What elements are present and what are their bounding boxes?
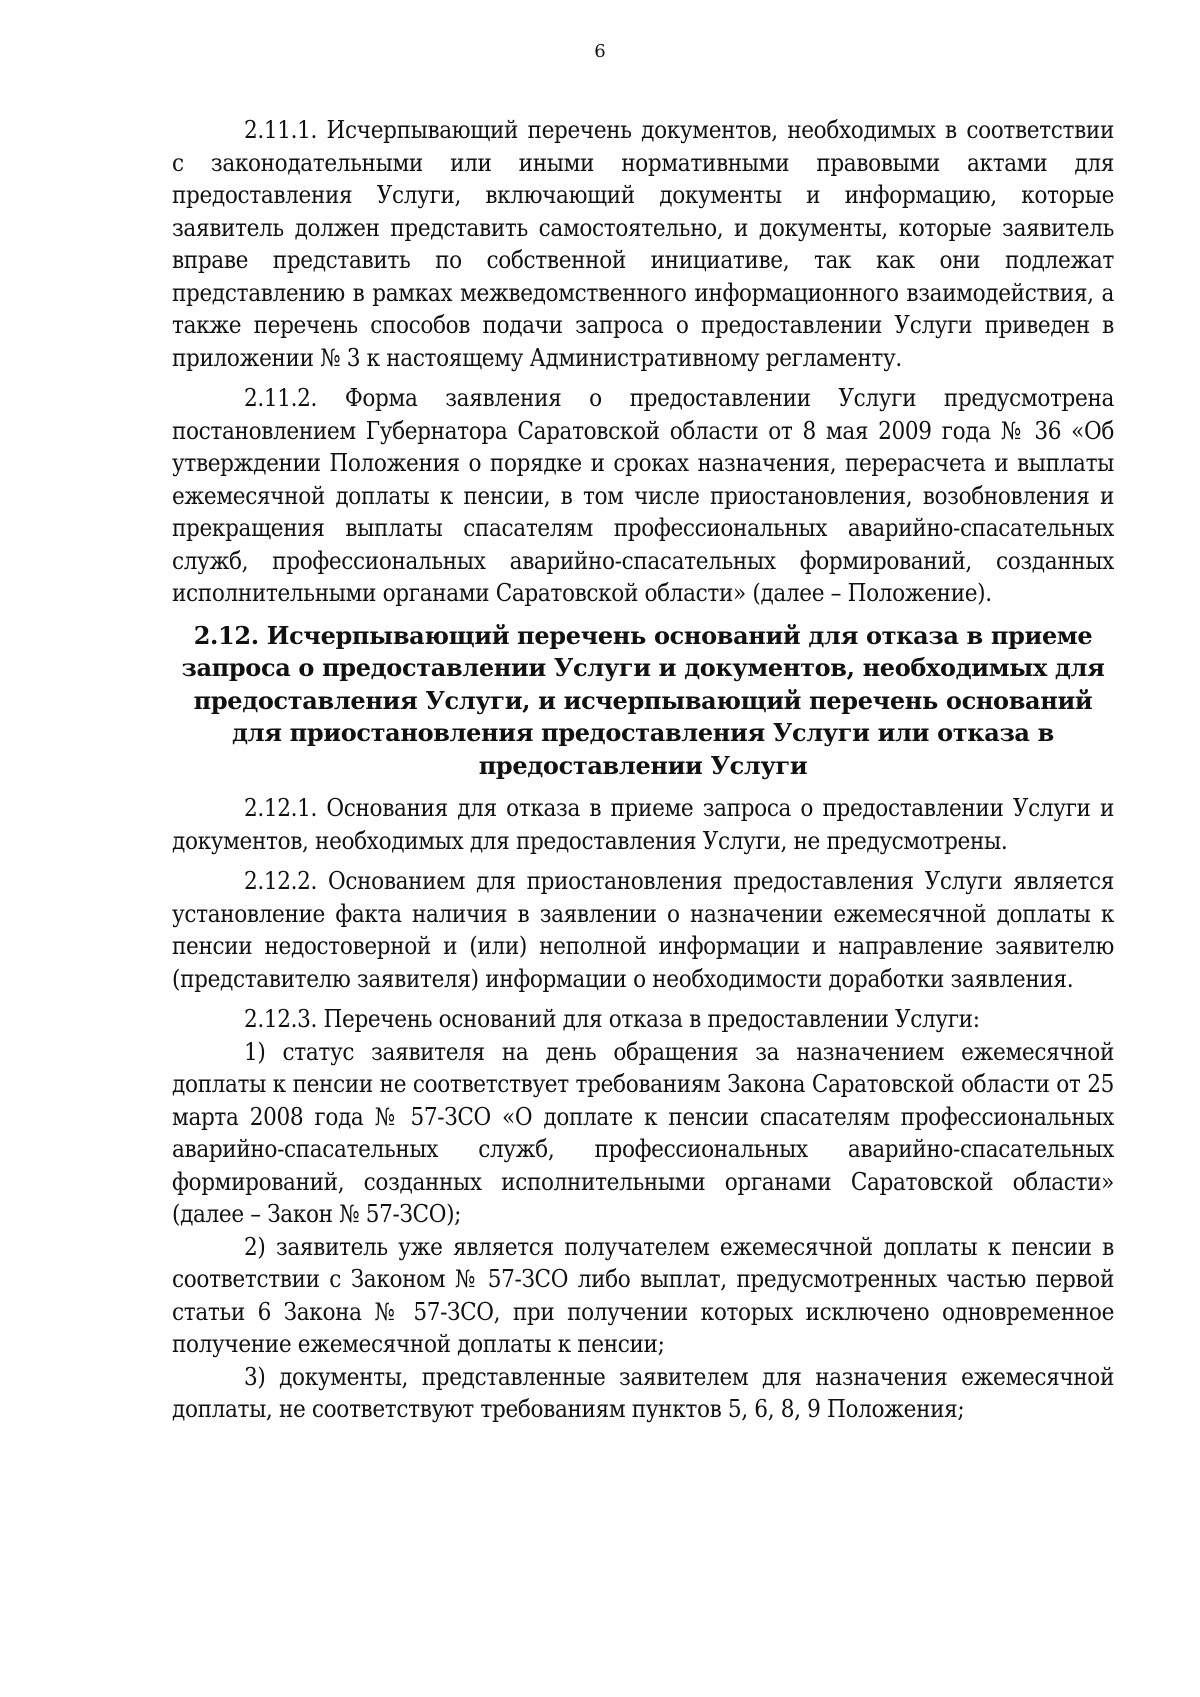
document-body <box>172 114 1114 1426</box>
paragraph-2-12-1: 2.12.1. Основания для отказа в приеме запроса о предоставлении Услуги и документов, необходимых для предоставления Услуги, не предусмотрены. <box>172 794 1114 855</box>
paragraph-2-11-1: 2.11.1. Исчерпывающий перечень документов, необходимых в соответствии с законодательными или иными нормативными правовыми актами для предоставления Услуги, включающий документы и информацию, которые заявитель должен представить самостоятельно, и документы, которые заявитель вправе представить по собственной инициативе, так как они подлежат представлению в рамках межведомственного информационного взаимодействия, а также перечень способов подачи запроса о предоставлении Услуги приведен в приложении № 3 к настоящему Административному регламенту. <box>172 116 1114 372</box>
section-heading-2-12: 2.12. Исчерпывающий перечень оснований для отказа в приеме запроса о предоставлении Услуги и документов, необходимых для предоставления Услуги, и исчерпывающий перечень оснований для приостановления предоставления Услуги или отказа в предоставлении Услуги <box>181 620 1105 780</box>
page-number: 6 <box>594 41 606 62</box>
paragraph-2-11-2: 2.11.2. Форма заявления о предоставлении Услуги предусмотрена постановлением Губернатора Саратовской области от 8 мая 2009 года № 36 «Об утверждении Положения о порядке и сроках назначения, перерасчета и выплаты ежемесячной доплаты к пенсии, в том числе приостановления, возобновления и прекращения выплаты спасателям профессиональных аварийно-спасательных служб, профессиональных аварийно-спасательных формирований, созданных исполнительными органами Саратовской области» (далее – Положение). <box>172 384 1114 607</box>
list-item-2: 2) заявитель уже является получателем ежемесячной доплаты к пенсии в соответствии с Законом № 57-ЗСО либо выплат, предусмотренных частью первой статьи 6 Закона № 57-ЗСО, при получении которых исключено одновременное получение ежемесячной доплаты к пенсии; <box>172 1232 1114 1358</box>
paragraph-2-12-2: 2.12.2. Основанием для приостановления предоставления Услуги является установление факта наличия в заявлении о назначении ежемесячной доплаты к пенсии недостоверной и (или) неполной информации и направление заявителю (представителю заявителя) информации о необходимости доработки заявления. <box>172 867 1114 993</box>
list-item-1: 1) статус заявителя на день обращения за назначением ежемесячной доплаты к пенсии не соответствует требованиям Закона Саратовской области от 25 марта 2008 года № 57-ЗСО «О доплате к пенсии спасателям профессиональных аварийно-спасательных служб, профессиональных аварийно-спасательных формирований, созданных исполнительными органами Саратовской области» (далее – Закон № 57-ЗСО); <box>172 1037 1114 1228</box>
list-item-3: 3) документы, представленные заявителем для назначения ежемесячной доплаты, не соответствуют требованиям пунктов 5, 6, 8, 9 Положения; <box>172 1362 1114 1423</box>
paragraph-2-12-3: 2.12.3. Перечень оснований для отказа в предоставлении Услуги: <box>244 1005 980 1033</box>
